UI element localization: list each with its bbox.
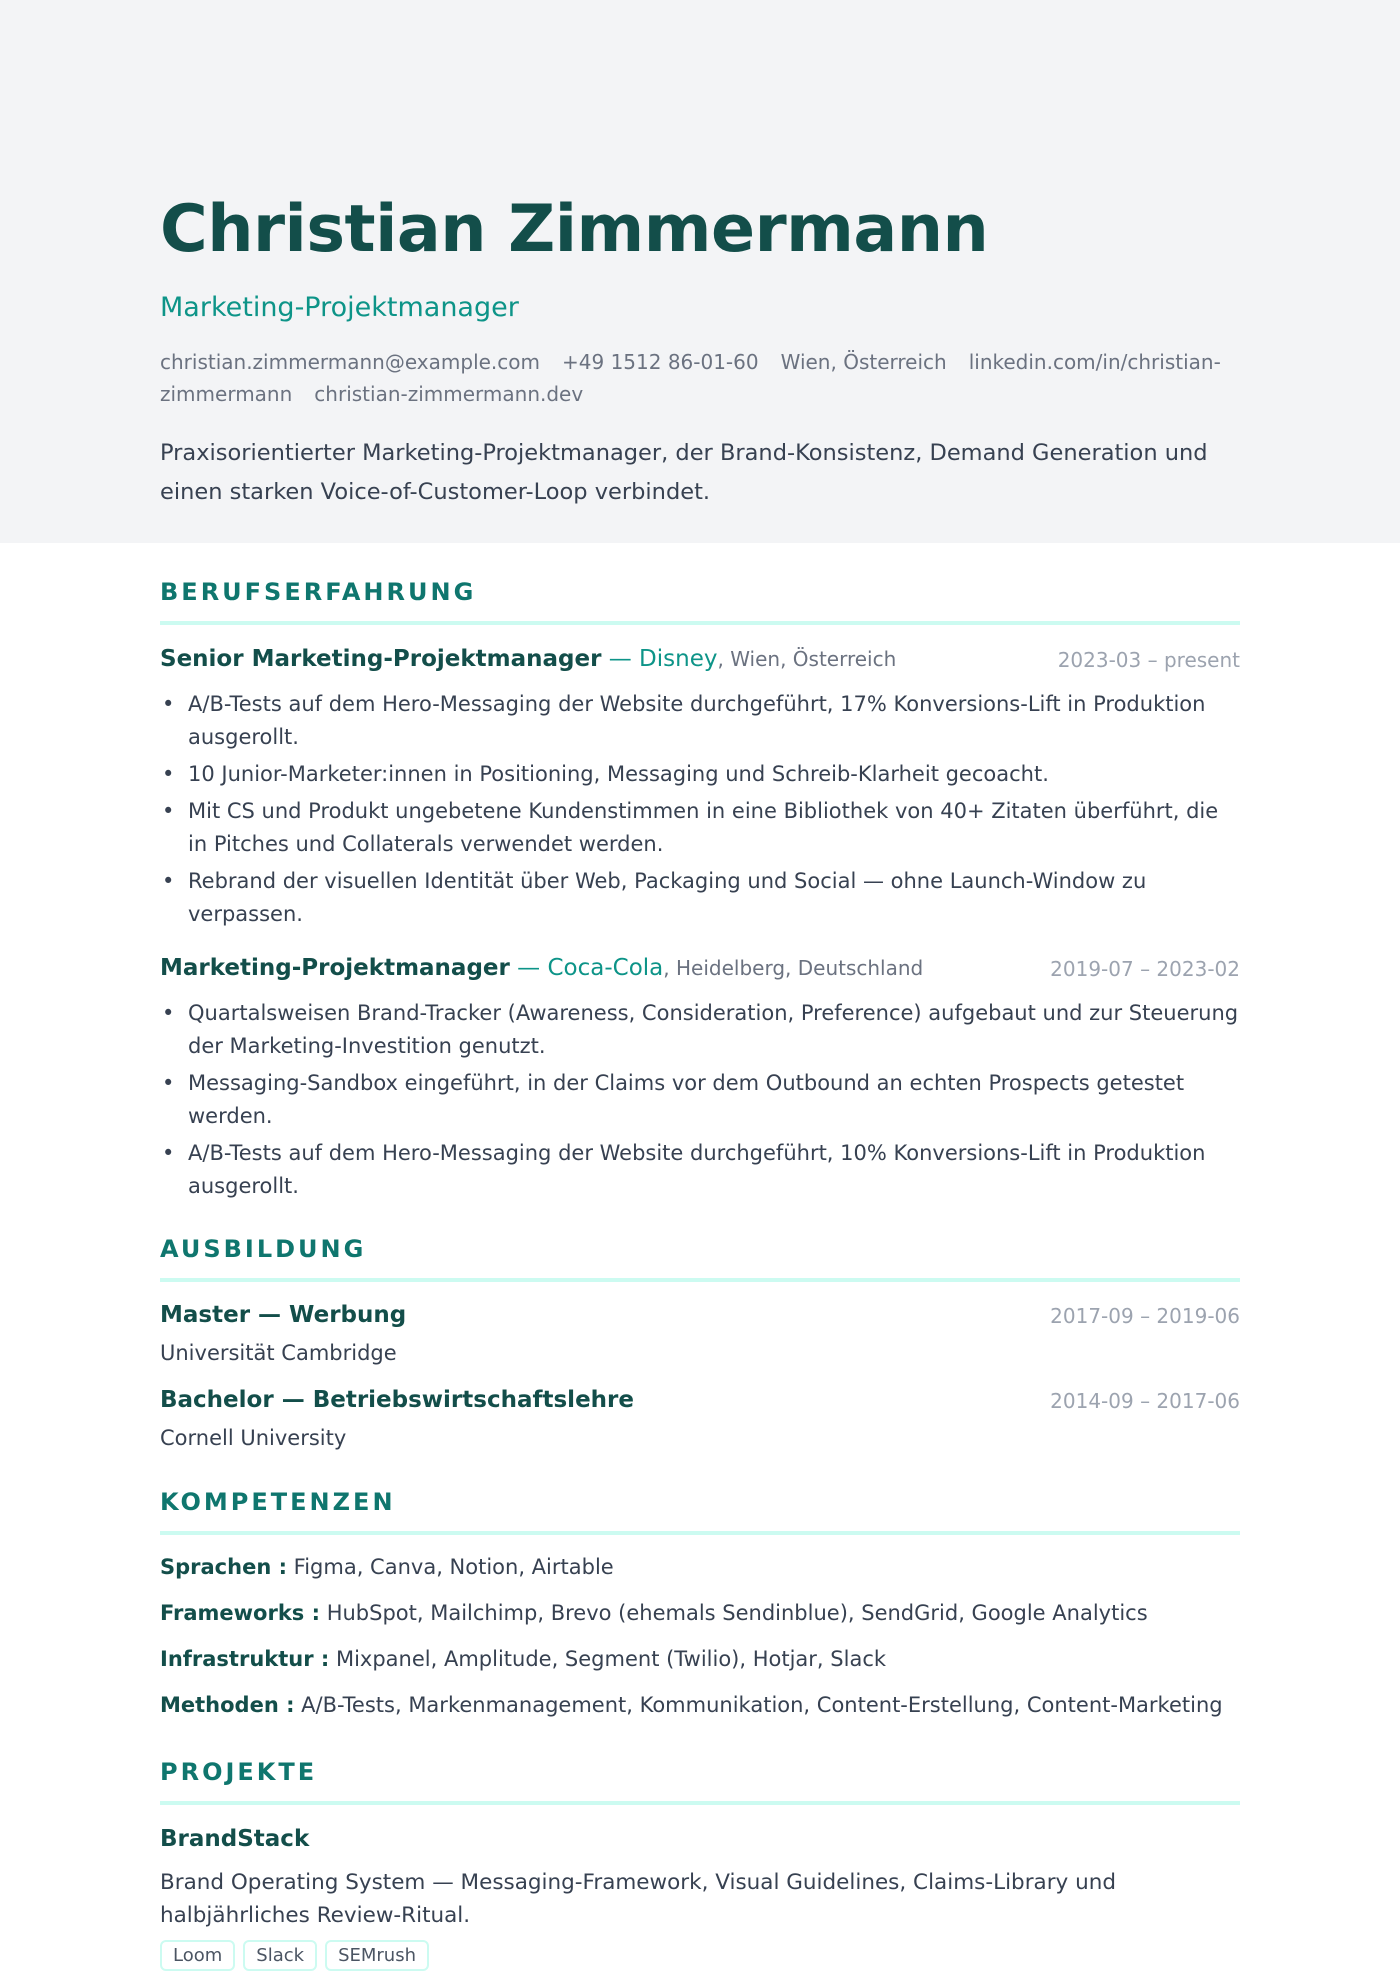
section-divider	[160, 1531, 1240, 1535]
job-bullets	[160, 997, 1240, 1207]
list-item: • 10 Junior-Marketer:innen in Positioning, Messaging und Schreib-Klarheit gecoacht.	[160, 758, 1240, 791]
education-header	[160, 1302, 1240, 1336]
skill-value: A/B-Tests, Markenmanagement, Kommunikation, Content-Erstellung, Content-Marketing	[294, 1693, 1223, 1717]
degree-title: Bachelor — Betriebswirtschaftslehre	[160, 1387, 634, 1413]
section-divider	[160, 1278, 1240, 1282]
candidate-name: Christian Zimmermann	[160, 192, 989, 267]
skill-label: Methoden :	[160, 1693, 295, 1717]
project-name: BrandStack	[160, 1826, 310, 1852]
skill-label: Sprachen :	[160, 1555, 287, 1579]
job-date: 2023-03 – present	[1057, 648, 1240, 672]
education-date: 2014-09 – 2017-06	[1050, 1389, 1240, 1413]
job-date: 2019-07 – 2023-02	[1050, 957, 1240, 981]
website-link[interactable]: christian-zimmermann.dev	[314, 382, 584, 406]
section-divider	[160, 1801, 1240, 1805]
list-item: • A/B-Tests auf dem Hero-Messaging der Website durchgeführt, 17% Konversions-Lift in Produktion ausgerollt.	[160, 688, 1240, 754]
skill-label: Infrastruktur :	[160, 1647, 330, 1671]
job-header	[160, 955, 1240, 989]
job-location: , Heidelberg, Deutschland	[663, 956, 924, 980]
linkedin-link[interactable]: linkedin.com/in/christian-zimmermann	[160, 350, 1221, 406]
education-header	[160, 1387, 1240, 1421]
skill-group	[160, 1601, 1260, 1625]
profile-summary: Praxisorientierter Marketing-Projektmanager, der Brand-Konsistenz, Demand Generation und einen starken Voice-of-Customer-Loop verbindet.	[160, 440, 1208, 505]
job-company: — Coca-Cola	[509, 955, 664, 981]
section-title-projects: PROJEKTE	[160, 1758, 318, 1786]
section-divider	[160, 621, 1240, 625]
section-title-skills: KOMPETENZEN	[160, 1488, 396, 1516]
skill-group	[160, 1647, 1260, 1671]
tag-badge: Slack	[243, 1940, 317, 1971]
project-description: Brand Operating System — Messaging-Framework, Visual Guidelines, Claims-Library und halbjährliches Review-Ritual.	[160, 1870, 1117, 1928]
skill-value: Figma, Canva, Notion, Airtable	[286, 1555, 614, 1579]
job-company: — Disney	[601, 646, 718, 672]
skill-group	[160, 1555, 1260, 1579]
email-link[interactable]: christian.zimmermann@example.com	[160, 350, 540, 374]
candidate-role: Marketing-Projektmanager	[160, 292, 519, 323]
tag-badge: SEMrush	[325, 1940, 429, 1971]
degree-title: Master — Werbung	[160, 1302, 407, 1328]
tag-badge: Loom	[160, 1940, 235, 1971]
skill-label: Frameworks :	[160, 1601, 321, 1625]
school-name: Universität Cambridge	[160, 1341, 397, 1365]
job-header	[160, 646, 1240, 680]
list-item: • A/B-Tests auf dem Hero-Messaging der Website durchgeführt, 10% Konversions-Lift in Produktion ausgerollt.	[160, 1137, 1240, 1203]
skill-value: Mixpanel, Amplitude, Segment (Twilio), Hotjar, Slack	[329, 1647, 887, 1671]
contact-list	[160, 346, 1240, 410]
list-item: • Messaging-Sandbox eingeführt, in der Claims vor dem Outbound an echten Prospects getestet werden.	[160, 1067, 1240, 1133]
job-title: Marketing-Projektmanager	[160, 955, 510, 981]
job-bullets	[160, 688, 1240, 935]
list-item: • Quartalsweisen Brand-Tracker (Awareness, Consideration, Preference) aufgebaut und zur Steuerung der Marketing-Investition genutzt.	[160, 997, 1240, 1063]
location-text: Wien, Österreich	[780, 350, 947, 374]
list-item: • Rebrand der visuellen Identität über Web, Packaging und Social — ohne Launch-Window zu verpassen.	[160, 865, 1240, 931]
education-date: 2017-09 – 2019-06	[1050, 1304, 1240, 1328]
school-name: Cornell University	[160, 1426, 347, 1450]
header-section	[0, 0, 1400, 543]
project-tags	[160, 1940, 429, 1971]
list-item: • Mit CS und Produkt ungebetene Kundenstimmen in eine Bibliothek von 40+ Zitaten überführt, die in Pitches und Collaterals verwendet werden.	[160, 795, 1240, 861]
skill-group	[160, 1693, 1260, 1717]
section-title-education: AUSBILDUNG	[160, 1235, 367, 1263]
skill-value: HubSpot, Mailchimp, Brevo (ehemals Sendinblue), SendGrid, Google Analytics	[320, 1601, 1148, 1625]
phone-number: +49 1512 86-01-60	[562, 350, 759, 374]
job-location: , Wien, Österreich	[717, 647, 897, 671]
section-title-experience: BERUFSERFAHRUNG	[160, 578, 477, 606]
job-title: Senior Marketing-Projektmanager	[160, 646, 602, 672]
